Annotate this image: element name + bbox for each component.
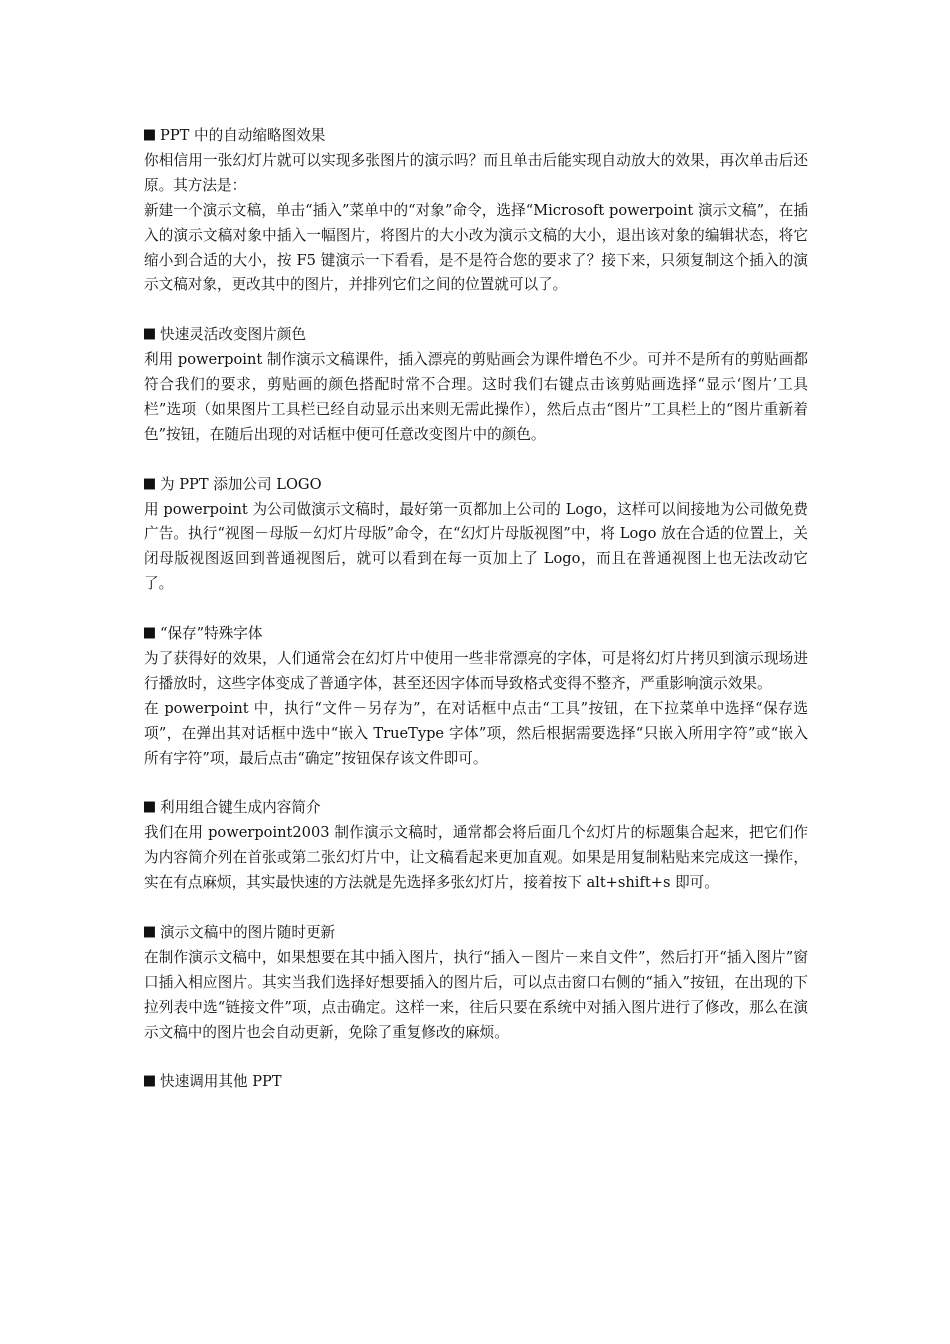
paragraph: 在制作演示文稿中，如果想要在其中插入图片，执行“插入－图片－来自文件”，然后打开“插入图片”窗口插入相应图片。其实当我们选择好想要插入的图片后，可以点击窗口右侧的“插入”按钮，在出现的下拉列表中选“链接文件”项，点击确定。这样一来，往后只要在系统中对插入图片进行了修改，那么在演示文稿中的图片也会自动更新，免除了重复修改的麻烦。 xyxy=(144,948,808,1041)
square-bullet-icon xyxy=(144,802,155,813)
square-bullet-icon xyxy=(144,628,155,639)
section-add-logo xyxy=(144,473,808,598)
section-call-other-ppt xyxy=(144,1070,808,1095)
section-heading: 为 PPT 添加公司 LOGO xyxy=(144,473,808,498)
document-page xyxy=(144,124,808,1120)
paragraph: 利用 powerpoint 制作演示文稿课件，插入漂亮的剪贴画会为课件增色不少。可并不是所有的剪贴画都符合我们的要求，剪贴画的颜色搭配时常不合理。这时我们右键点击该剪贴画选择“显示‘图片’工具栏”选项（如果图片工具栏已经自动显示出来则无需此操作），然后点击“图片”工具栏上的“图片重新着色”按钮，在随后出现的对话框中便可任意改变图片中的颜色。 xyxy=(144,351,808,443)
paragraph: 在 powerpoint 中，执行“文件－另存为”，在对话框中点击“工具”按钮，在下拉菜单中选择“保存选项”，在弹出其对话框中选中“嵌入 TrueType 字体”项，然后根据需要选择“只嵌入所用字符”或“嵌入所有字符”项，最后点击“确定”按钮保存该文件即可。 xyxy=(144,699,808,767)
square-bullet-icon xyxy=(144,1076,155,1087)
section-heading: 快速调用其他 PPT xyxy=(144,1070,808,1095)
section-recolor-picture xyxy=(144,323,808,448)
section-heading: PPT 中的自动缩略图效果 xyxy=(144,124,808,149)
section-heading: 利用组合键生成内容简介 xyxy=(144,796,808,821)
section-heading: “保存”特殊字体 xyxy=(144,622,808,647)
paragraph: 为了获得好的效果，人们通常会在幻灯片中使用一些非常漂亮的字体，可是将幻灯片拷贝到演示现场进行播放时，这些字体变成了普通字体，甚至还因字体而导致格式变得不整齐，严重影响演示效果。 xyxy=(144,649,808,692)
section-heading: 快速灵活改变图片颜色 xyxy=(144,323,808,348)
paragraph: 新建一个演示文稿，单击“插入”菜单中的“对象”命令，选择“Microsoft powerpoint 演示文稿”，在插入的演示文稿对象中插入一幅图片，将图片的大小改为演示文稿的大小，退出该对象的编辑状态，将它缩小到合适的大小，按 F5 键演示一下看看，是不是符合您的要求了？接下来，只须复制这个插入的演示文稿对象，更改其中的图片，并排列它们之间的位置就可以了。 xyxy=(144,201,808,294)
paragraph: 用 powerpoint 为公司做演示文稿时，最好第一页都加上公司的 Logo，这样可以间接地为公司做免费广告。执行“视图－母版－幻灯片母版”命令，在“幻灯片母版视图”中，将 Logo 放在合适的位置上，关闭母版视图返回到普通视图后，就可以看到在每一页加上了 Logo，而且在普通视图上也无法改动它了。 xyxy=(144,500,808,593)
section-heading: 演示文稿中的图片随时更新 xyxy=(144,921,808,946)
section-linked-pictures xyxy=(144,921,808,1046)
section-summary-shortcut xyxy=(144,796,808,896)
square-bullet-icon xyxy=(144,130,155,141)
square-bullet-icon xyxy=(144,478,155,489)
section-save-fonts xyxy=(144,622,808,771)
paragraph: 我们在用 powerpoint2003 制作演示文稿时，通常都会将后面几个幻灯片的标题集合起来，把它们作为内容简介列在首张或第二张幻灯片中，让文稿看起来更加直观。如果是用复制粘贴来完成这一操作，实在有点麻烦，其实最快速的方法就是先选择多张幻灯片，接着按下 alt+shift+s 即可。 xyxy=(144,824,808,892)
section-auto-thumbnail xyxy=(144,124,808,298)
square-bullet-icon xyxy=(144,329,155,340)
square-bullet-icon xyxy=(144,926,155,937)
paragraph: 你相信用一张幻灯片就可以实现多张图片的演示吗？而且单击后能实现自动放大的效果，再次单击后还原。其方法是： xyxy=(144,151,808,194)
